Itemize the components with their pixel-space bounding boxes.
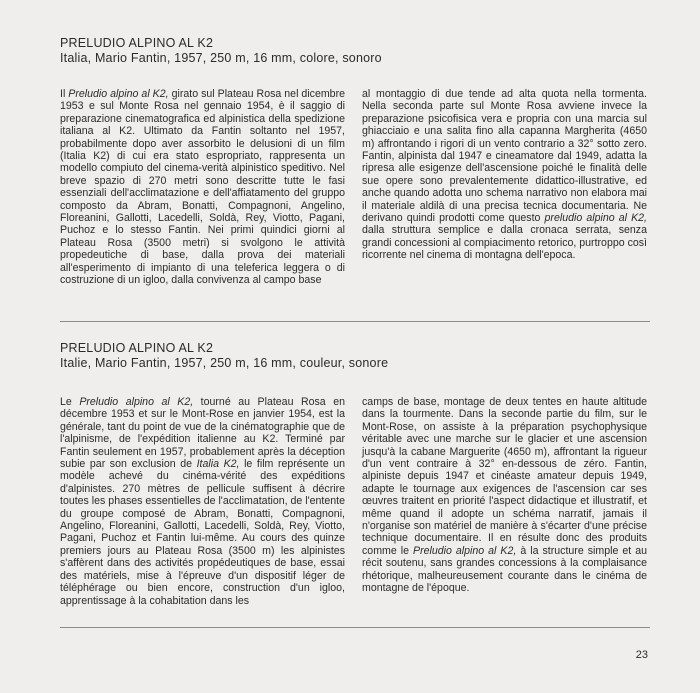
film-title-italic: Preludio alpino al K2,	[68, 88, 169, 100]
body-text: al montaggio di due tende ad alta quota nella tormenta. Nella seconda parte sul Monte Rosa avviene invece la preparazione psicofisica vera e propria con una marcia sul ghiacciaio e una salita fino alla capanna Margherita (4650 m) affrontando i rigori di un vento contrario a 32° sotto zero. Fantin, alpinista dal 1947 e cineamatore dal 1949, adatta la ripresa alle esigenze dell'ascensione poiché le finalità delle sue opere sono prevalentemente didattico-illustrative, ed anche quando adotta uno schema narrativo non elabora mai il materiale aldilà di una precisa tecnica documentaria. Ne derivano quindi prodotti come questo	[362, 88, 647, 225]
page-number: 23	[635, 649, 648, 661]
divider	[60, 321, 650, 322]
body-text: Le	[60, 396, 80, 408]
film-title-italic: Preludio alpino al K2,	[413, 544, 517, 557]
body-column-right	[362, 88, 647, 262]
body-text: à la structure simple et au récit soutenu, sans grandes concessions à la complaisance rhétorique, malheureusement courante dans le cinéma de montagne de l'époque.	[362, 544, 647, 595]
film-title-italic: Italia K2,	[196, 458, 240, 471]
divider	[60, 627, 650, 628]
body-text: dalla struttura semplice e dalla cronaca serrata, senza grandi concessioni al compiacimento retorico, purtroppo così ricorrente nel cinema di montagna dell'epoca.	[362, 224, 647, 262]
entry-title: PRELUDIO ALPINO AL K2	[60, 36, 214, 50]
body-column-right	[362, 396, 647, 595]
body-column-left	[60, 396, 345, 607]
body-column-left	[60, 88, 345, 287]
body-text: girato sul Plateau Rosa nel dicembre 1953 e sul Monte Rosa nel gennaio 1954, è il saggio di preparazione cinematografica ed alpinistica della spedizione italiana al K2. Ultimato da Fantin soltanto nel 1957, probabilmente dopo aver assorbito le delusioni di un film (Italia K2) di cui era stato espropriato, rappresenta un modello compiuto del cinema-verità alpinistico speditivo. Nel breve spazio di 270 metri sono descritte tutte le fasi essenziali dell'acclimatazione e dell'affiatamento del gruppo composto da Abram, Bonatti, Compagnoni, Angelino, Floreanini, Gallotti, Lacedelli, Soldà, Rey, Viotto, Pagani, Puchoz e lo stesso Fantin. Nei primi quindici giorni al Plateau Rosa (3500 metri) si svolgono le attività propedeutiche di base, dalla prova dei materiali all'esperimento di impianto di una teleferica leggera o di costruzione di un igloo, dalla convivenza al campo base	[60, 88, 345, 287]
french-entry	[60, 341, 650, 607]
italian-entry	[60, 36, 650, 287]
body-text: le film représente un modèle achevé du cinéma-vérité des expéditions d'alpinistes. 270 mètres de pellicule suffisent à décrire toutes les phases essentielles de l'acclimatation, de l'entente du groupe composé de Abram, Bonatti, Compagnoni, Angelino, Floreanini, Gallotti, Lacedelli, Soldà, Rey, Viotto, Pagani, Puchoz et Fantin lui-même. Au cours des quinze premiers jours au Plateau Rosa (3500 m) les alpinistes s'affèrent dans des activités propédeutiques de base, essai des matériels, mise à l'épreuve d'un dispositif léger de téléphérage ou bien encore, construction d'un igloo, apprentissage à la cohabitation dans les	[60, 458, 345, 607]
body-text: camps de base, montage de deux tentes en haute altitude dans la tourmente. Dans la seconde partie du film, sur le Mont-Rose, on assiste à la préparation psychophysique véritable avec une marche sur le glacier et une ascension jusqu'à la cabane Marguerite (4650 m), affrontant la rigueur d'un vent contraire à 32° en-dessous de zéro. Fantin, alpiniste depuis 1947 et cinéaste amateur depuis 1949, adapte le tournage aux exigences de l'ascension car ses œuvres traitent en priorité l'aspect didactique et illustratif, et même quand il adopte un schéma narratif, jamais il n'organise son matériel de manière à s'écarter d'une précise technique documentaire. Il en résulte donc des produits comme le	[362, 396, 647, 557]
entry-credits: Italia, Mario Fantin, 1957, 250 m, 16 mm, colore, sonoro	[60, 51, 382, 65]
entry-title: PRELUDIO ALPINO AL K2	[60, 341, 214, 355]
body-text: tourné au Plateau Rosa en décembre 1953 et sur le Mont-Rose en janvier 1954, est la générale, tant du point de vue de la cinématographie que de l'alpinisme, de l'expédition italienne au K2. Terminé par Fantin seulement en 1957, probablement après la déception subie par son exclusion de	[60, 396, 346, 471]
entry-credits: Italie, Mario Fantin, 1957, 250 m, 16 mm, couleur, sonore	[60, 356, 389, 370]
film-title-italic: preludio alpino al K2,	[544, 212, 647, 225]
film-title-italic: Preludio alpino al K2,	[79, 396, 194, 408]
body-text: Il	[60, 88, 69, 100]
